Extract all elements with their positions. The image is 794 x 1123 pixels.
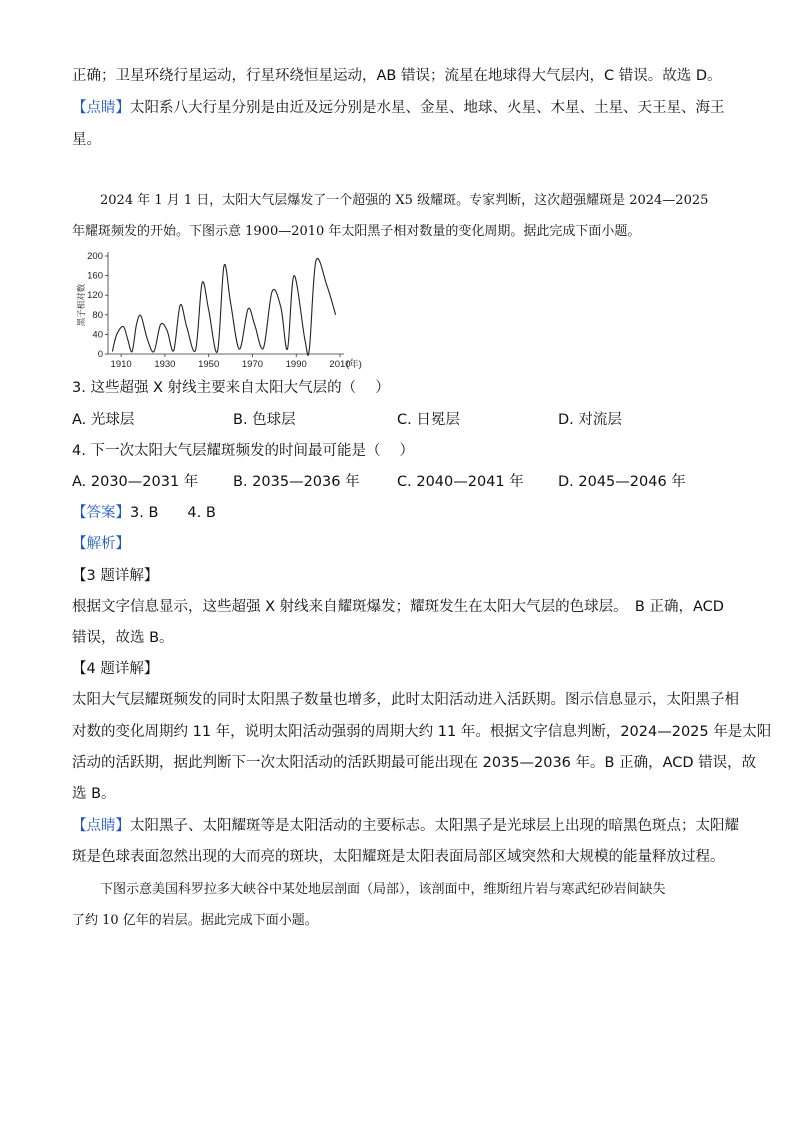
q4-option-a[interactable]: A. 2030—2031 年 xyxy=(72,474,199,490)
q4-detail-tag: 【4 题详解】 xyxy=(72,661,159,677)
next-passage-line-1: 下图示意美国科罗拉多大峡谷中某处地层剖面（局部），该剖面中，维斯纽片岩与寒武纪砂岩间缺失 xyxy=(100,882,666,897)
q4-option-d[interactable]: D. 2045—2046 年 xyxy=(558,474,686,490)
tip2-text-1: 太阳黑子、太阳耀斑等是太阳活动的主要标志。太阳黑子是光球层上出现的暗黑色斑点；太阳耀 xyxy=(130,818,739,834)
tip2-line-2: 斑是色球表面忽然出现的大而亮的斑块，太阳耀斑是太阳表面局部区域突然和大规模的能量释放过程。 xyxy=(72,849,725,865)
y-tick-label: 120 xyxy=(87,290,103,302)
q4-detail-line-2: 对数的变化周期约 11 年，说明太阳活动强弱的周期大约 11 年。根据文字信息判断，2024—2025 年是太阳 xyxy=(72,724,772,740)
tip-tag: 【点睛】 xyxy=(72,100,130,116)
q3-option-d[interactable]: D. 对流层 xyxy=(558,412,622,428)
q3-detail-line-2: 错误，故选 B。 xyxy=(72,630,174,646)
q3-detail-tag: 【3 题详解】 xyxy=(72,568,159,584)
passage-line-1: 2024 年 1 月 1 日，太阳大气层爆发了一个超强的 X5 级耀斑。专家判断，这次超强耀斑是 2024—2025 xyxy=(100,193,709,208)
tip2-tag: 【点睛】 xyxy=(72,818,130,834)
q4-detail-line-1: 太阳大气层耀斑频发的同时太阳黑子数量也增多，此时太阳活动进入活跃期。图示信息显示，太阳黑子相 xyxy=(72,692,739,708)
x-tick-label: 1910 xyxy=(110,359,132,370)
answer-text: 3. B 4. B xyxy=(130,505,216,521)
tip-line-1 xyxy=(72,98,725,118)
x-axis-label: (年) xyxy=(346,359,362,370)
q4-option-b[interactable]: B. 2035—2036 年 xyxy=(233,474,360,490)
x-tick-label: 1950 xyxy=(198,359,220,370)
tip-text-1: 太阳系八大行星分别是由近及远分别是水星、金星、地球、火星、木星、土星、天王星、海王 xyxy=(130,100,725,116)
q3-stem: 3. 这些超强 X 射线主要来自太阳大气层的（ ） xyxy=(72,380,390,396)
next-passage-line-2: 了约 10 亿年的岩层。据此完成下面小题。 xyxy=(72,913,318,928)
q3-option-a[interactable]: A. 光球层 xyxy=(72,412,135,428)
y-tick-label: 160 xyxy=(87,270,103,282)
q4-option-c[interactable]: C. 2040—2041 年 xyxy=(397,474,524,490)
q3-option-b[interactable]: B. 色球层 xyxy=(233,412,296,428)
x-tick-label: 1930 xyxy=(154,359,176,370)
q4-stem: 4. 下一次太阳大气层耀斑频发的时间最可能是（ ） xyxy=(72,443,415,459)
y-tick-label: 200 xyxy=(87,251,103,262)
x-tick-label: 1970 xyxy=(241,359,264,370)
answer-line xyxy=(72,503,216,523)
sunspot-series-line xyxy=(112,258,335,355)
q4-detail-line-4: 选 B。 xyxy=(72,786,116,802)
y-tick-label: 80 xyxy=(92,309,103,321)
y-axis-label: 黑子相对数 xyxy=(76,283,86,327)
y-tick-label: 40 xyxy=(92,329,103,341)
tip2-line-1 xyxy=(72,816,739,836)
q4-detail-line-3: 活动的活跃期，据此判断下一次太阳活动的活跃期最可能出现在 2035—2036 年。B 正确，ACD 错误，故 xyxy=(72,755,757,771)
intro-line-1: 正确；卫星环绕行星运动，行星环绕恒星运动，AB 错误；流星在地球得大气层内，C 错误。故选 D。 xyxy=(72,68,722,84)
q3-option-c[interactable]: C. 日冕层 xyxy=(397,412,460,428)
x-tick-label: 1990 xyxy=(285,359,307,370)
passage-line-2: 年耀斑频发的开始。下图示意 1900—2010 年太阳黑子相对数量的变化周期。据此完成下面小题。 xyxy=(72,224,641,239)
y-tick-label: 0 xyxy=(97,349,103,360)
analysis-tag: 【解析】 xyxy=(72,536,130,552)
answer-tag: 【答案】 xyxy=(72,505,130,521)
tip-line-2: 星。 xyxy=(72,132,101,148)
sunspot-chart xyxy=(72,248,382,370)
x-tick-label: 2010 xyxy=(329,359,351,370)
q3-detail-line-1: 根据文字信息显示，这些超强 X 射线来自耀斑爆发；耀斑发生在太阳大气层的色球层。 B 正确，ACD xyxy=(72,599,724,615)
